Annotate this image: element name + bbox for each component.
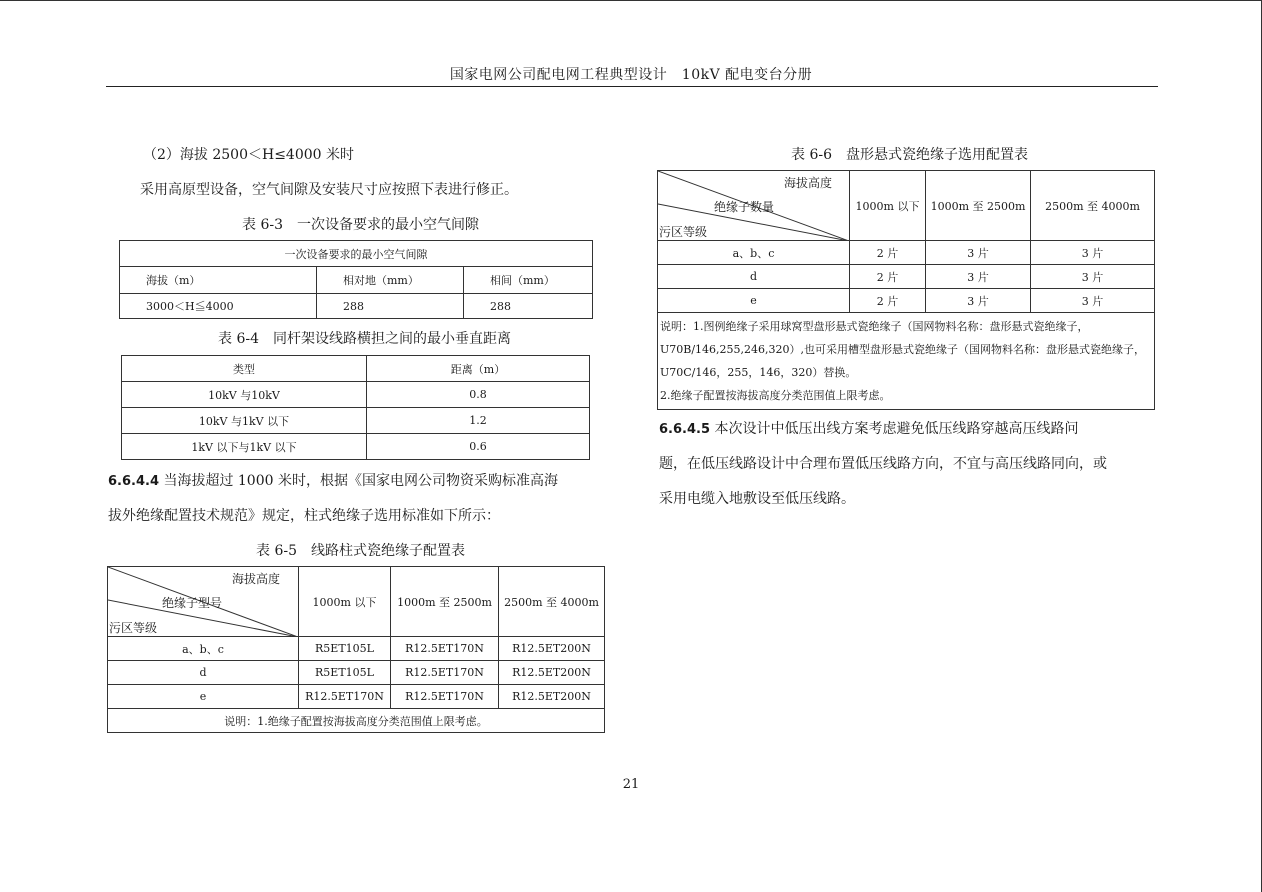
table-6-6: [657, 170, 1155, 410]
table-6-5-cell: R12.5ET170N: [391, 661, 499, 685]
diag-label-altitude: 海拔高度: [784, 176, 833, 190]
table-6-3-cell: 288: [464, 294, 593, 319]
diag-label-altitude: 海拔高度: [232, 572, 281, 586]
table-6-5: [107, 566, 605, 733]
table-6-5-cell: a、b、c: [108, 637, 299, 661]
item-altitude-2500-4000: （2）海拔 2500＜H≤4000 米时: [143, 147, 355, 163]
table-6-6-cell: 2 片: [850, 241, 926, 265]
section-6-6-4-5-line3: 采用电缆入地敷设至低压线路。: [659, 491, 855, 507]
diag-label-count: 绝缘子数量: [714, 200, 775, 214]
table-6-6-cell: 3 片: [926, 241, 1031, 265]
table-6-4-col: 距离（m）: [367, 356, 590, 382]
table-6-4-caption: 表 6-4 同杆架设线路横担之间的最小垂直距离: [218, 331, 511, 347]
table-6-5-col: 1000m 至 2500m: [391, 567, 499, 637]
table-6-6-note: [658, 313, 1155, 410]
table-6-3-header: 一次设备要求的最小空气间隙: [120, 241, 593, 267]
table-6-6-cell: d: [658, 265, 850, 289]
table-6-5-col: 1000m 以下: [299, 567, 391, 637]
diag-label-pollution: 污区等级: [109, 621, 158, 635]
table-6-6-cell: a、b、c: [658, 241, 850, 265]
table-6-3: [119, 240, 593, 319]
table-6-6-cell: 2 片: [850, 289, 926, 313]
table-6-3-col: 相对地（mm）: [317, 267, 464, 294]
section-6-6-4-5-line2: 题，在低压线路设计中合理布置低压线路方向，不宜与高压线路同向，或: [659, 456, 1107, 472]
table-6-5-cell: R12.5ET200N: [499, 685, 605, 709]
table-6-6-note-1: 说明：1.图例绝缘子采用球窝型盘形悬式瓷绝缘子（国网物料名称：盘形悬式瓷绝缘子，U70B/146,255,246,320）,也可采用槽型盘形悬式瓷绝缘子（国网物料名称：盘形悬式瓷绝缘子，U70C/146，255，146，320）替换。: [660, 320, 1146, 379]
section-number: 6.6.4.4: [108, 474, 159, 489]
table-6-6-cell: 3 片: [1031, 289, 1155, 313]
table-6-6-cell: 2 片: [850, 265, 926, 289]
table-6-3-col: 海拔（m）: [120, 267, 317, 294]
section-number: 6.6.4.5: [659, 422, 710, 437]
table-6-6-diagonal-header: [658, 171, 850, 241]
diag-label-type: 绝缘子型号: [162, 596, 223, 610]
table-6-5-cell: R12.5ET170N: [299, 685, 391, 709]
table-6-6-caption: 表 6-6 盘形悬式瓷绝缘子选用配置表: [791, 147, 1028, 163]
section-6-6-4-4-line2: 拔外绝缘配置技术规范》规定，柱式绝缘子选用标准如下所示：: [108, 508, 500, 524]
table-6-3-caption: 表 6-3 一次设备要求的最小空气间隙: [242, 217, 479, 233]
table-6-5-diagonal-header: [108, 567, 299, 637]
section-6-6-4-5-line1: 6.6.4.5 本次设计中低压出线方案考虑避免低压线路穿越高压线路问: [659, 421, 1079, 437]
table-6-5-cell: R12.5ET200N: [499, 637, 605, 661]
table-6-6-cell: e: [658, 289, 850, 313]
table-6-4-cell: 1kV 以下与1kV 以下: [122, 434, 367, 460]
page-header-title: 国家电网公司配电网工程典型设计 10kV 配电变台分册: [449, 67, 813, 83]
table-6-6-cell: 3 片: [1031, 241, 1155, 265]
table-6-5-caption: 表 6-5 线路柱式瓷绝缘子配置表: [256, 543, 465, 559]
header-rule: [106, 86, 1158, 87]
table-6-6-col: 1000m 以下: [850, 171, 926, 241]
table-6-4-col: 类型: [122, 356, 367, 382]
table-6-6-cell: 3 片: [926, 265, 1031, 289]
table-6-5-cell: d: [108, 661, 299, 685]
table-6-3-cell: 3000＜H≦4000: [120, 294, 317, 319]
table-6-4-cell: 10kV 与1kV 以下: [122, 408, 367, 434]
table-6-3-col: 相间（mm）: [464, 267, 593, 294]
table-6-5-cell: R5ET105L: [299, 661, 391, 685]
table-6-5-cell: R12.5ET170N: [391, 685, 499, 709]
table-6-5-note: 说明：1.绝缘子配置按海拔高度分类范围值上限考虑。: [108, 709, 605, 733]
page-frame-top: [0, 0, 1262, 1]
table-6-6-cell: 3 片: [926, 289, 1031, 313]
section-6-6-4-4-line1: 6.6.4.4 当海拔超过 1000 米时，根据《国家电网公司物资采购标准高海: [108, 473, 558, 489]
table-6-5-cell: R5ET105L: [299, 637, 391, 661]
table-6-4-cell: 1.2: [367, 408, 590, 434]
table-6-5-col: 2500m 至 4000m: [499, 567, 605, 637]
table-6-3-cell: 288: [317, 294, 464, 319]
table-6-4-cell: 0.6: [367, 434, 590, 460]
table-6-4: [121, 355, 590, 460]
table-6-6-cell: 3 片: [1031, 265, 1155, 289]
page-number: 21: [622, 777, 640, 792]
table-6-6-col: 2500m 至 4000m: [1031, 171, 1155, 241]
table-6-5-cell: R12.5ET200N: [499, 661, 605, 685]
table-6-6-col: 1000m 至 2500m: [926, 171, 1031, 241]
table-6-4-cell: 0.8: [367, 382, 590, 408]
intro-paragraph: 采用高原型设备，空气间隙及安装尺寸应按照下表进行修正。: [140, 182, 518, 198]
table-6-6-note-2: 2.绝缘子配置按海拔高度分类范围值上限考虑。: [660, 389, 891, 402]
table-6-4-cell: 10kV 与10kV: [122, 382, 367, 408]
diag-label-pollution: 污区等级: [659, 225, 708, 239]
table-6-5-cell: R12.5ET170N: [391, 637, 499, 661]
table-6-5-cell: e: [108, 685, 299, 709]
